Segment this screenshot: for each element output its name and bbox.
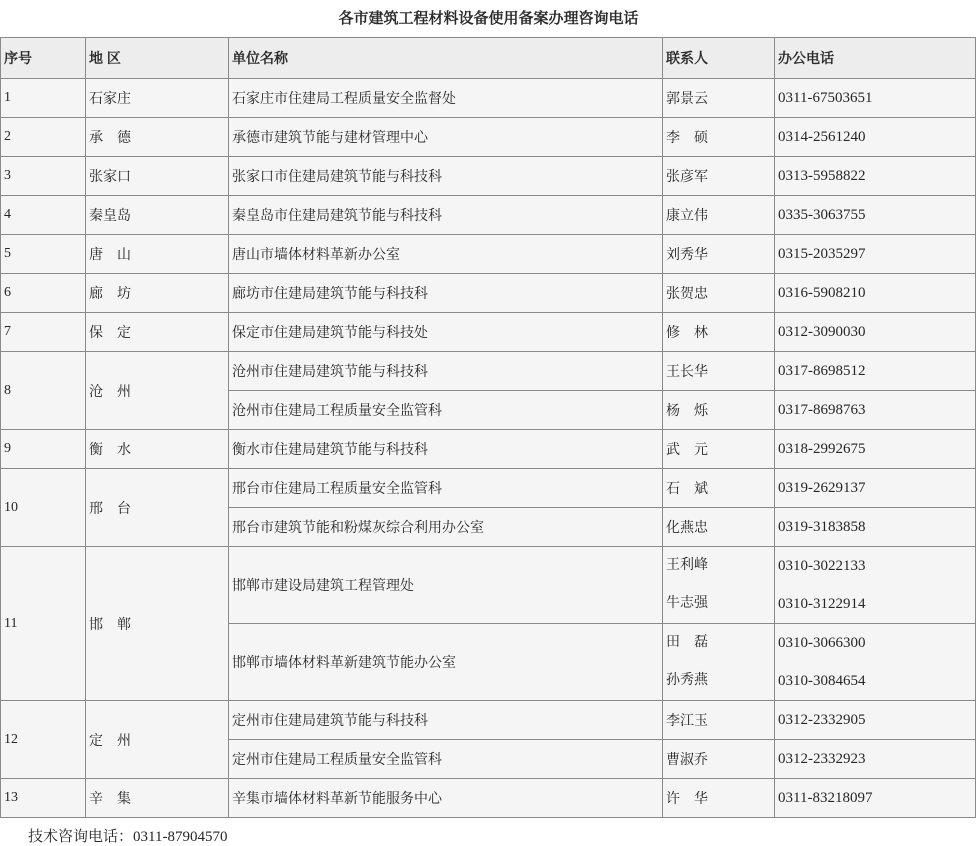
cell-region: 衡 水 bbox=[86, 430, 229, 469]
cell-contact: 化燕忠 bbox=[663, 508, 775, 547]
cell-contact: 王长华 bbox=[663, 352, 775, 391]
table-row bbox=[1, 469, 976, 508]
cell-phone: 0311-83218097 bbox=[775, 779, 976, 818]
cell-contact: 张贺忠 bbox=[663, 274, 775, 313]
table-row bbox=[1, 779, 976, 818]
cell-phone: 0335-3063755 bbox=[775, 196, 976, 235]
column-header-contact: 联系人 bbox=[663, 38, 775, 79]
cell-serial: 8 bbox=[1, 352, 86, 430]
cell-phone: 0312-2332923 bbox=[775, 740, 976, 779]
cell-unit: 张家口市住建局建筑节能与科技科 bbox=[229, 157, 663, 196]
cell-unit: 沧州市住建局工程质量安全监管科 bbox=[229, 391, 663, 430]
cell-region: 沧 州 bbox=[86, 352, 229, 430]
column-header-unit: 单位名称 bbox=[229, 38, 663, 79]
table-row bbox=[1, 547, 976, 624]
table-row bbox=[1, 352, 976, 391]
cell-serial: 3 bbox=[1, 157, 86, 196]
cell-region: 张家口 bbox=[86, 157, 229, 196]
phone-line: 0310-3066300 bbox=[778, 635, 866, 651]
cell-contact bbox=[663, 624, 775, 701]
header-row bbox=[1, 38, 976, 79]
cell-region: 石家庄 bbox=[86, 79, 229, 118]
table-row bbox=[1, 313, 976, 352]
cell-serial: 9 bbox=[1, 430, 86, 469]
table-row bbox=[1, 79, 976, 118]
cell-serial: 1 bbox=[1, 79, 86, 118]
cell-region: 定 州 bbox=[86, 701, 229, 779]
cell-region: 辛 集 bbox=[86, 779, 229, 818]
contacts-table bbox=[0, 37, 976, 818]
cell-serial: 6 bbox=[1, 274, 86, 313]
cell-region: 秦皇岛 bbox=[86, 196, 229, 235]
cell-region: 廊 坊 bbox=[86, 274, 229, 313]
cell-phone: 0317-8698763 bbox=[775, 391, 976, 430]
cell-unit: 邢台市建筑节能和粉煤灰综合利用办公室 bbox=[229, 508, 663, 547]
table-row bbox=[1, 274, 976, 313]
cell-contact: 康立伟 bbox=[663, 196, 775, 235]
cell-unit: 邯郸市墙体材料革新建筑节能办公室 bbox=[229, 624, 663, 701]
cell-contact: 曹淑乔 bbox=[663, 740, 775, 779]
contact-line: 王利峰 bbox=[666, 558, 708, 573]
cell-serial: 11 bbox=[1, 547, 86, 701]
cell-unit: 辛集市墙体材料革新节能服务中心 bbox=[229, 779, 663, 818]
cell-unit: 秦皇岛市住建局建筑节能与科技科 bbox=[229, 196, 663, 235]
cell-phone: 0312-2332905 bbox=[775, 701, 976, 740]
cell-unit: 廊坊市住建局建筑节能与科技科 bbox=[229, 274, 663, 313]
cell-serial: 10 bbox=[1, 469, 86, 547]
table-row bbox=[1, 118, 976, 157]
cell-contact: 许 华 bbox=[663, 779, 775, 818]
cell-serial: 7 bbox=[1, 313, 86, 352]
cell-unit: 唐山市墙体材料革新办公室 bbox=[229, 235, 663, 274]
cell-unit: 邢台市住建局工程质量安全监管科 bbox=[229, 469, 663, 508]
cell-serial: 2 bbox=[1, 118, 86, 157]
cell-phone: 0316-5908210 bbox=[775, 274, 976, 313]
cell-phone: 0311-67503651 bbox=[775, 79, 976, 118]
column-header-region: 地 区 bbox=[86, 38, 229, 79]
table-row bbox=[1, 430, 976, 469]
table-row bbox=[1, 235, 976, 274]
cell-region: 承 德 bbox=[86, 118, 229, 157]
column-header-serial: 序号 bbox=[1, 38, 86, 79]
cell-serial: 4 bbox=[1, 196, 86, 235]
cell-contact: 李江玉 bbox=[663, 701, 775, 740]
cell-region: 邯 郸 bbox=[86, 547, 229, 701]
cell-serial: 12 bbox=[1, 701, 86, 779]
cell-phone: 0318-2992675 bbox=[775, 430, 976, 469]
cell-unit: 沧州市住建局建筑节能与科技科 bbox=[229, 352, 663, 391]
phone-line: 0310-3084654 bbox=[778, 673, 866, 689]
cell-phone: 0319-3183858 bbox=[775, 508, 976, 547]
cell-contact: 郭景云 bbox=[663, 79, 775, 118]
cell-contact: 杨 烁 bbox=[663, 391, 775, 430]
cell-contact bbox=[663, 547, 775, 624]
cell-unit: 定州市住建局建筑节能与科技科 bbox=[229, 701, 663, 740]
table-row bbox=[1, 196, 976, 235]
cell-unit: 保定市住建局建筑节能与科技处 bbox=[229, 313, 663, 352]
cell-serial: 13 bbox=[1, 779, 86, 818]
cell-contact: 修 林 bbox=[663, 313, 775, 352]
cell-unit: 定州市住建局工程质量安全监管科 bbox=[229, 740, 663, 779]
cell-contact: 李 硕 bbox=[663, 118, 775, 157]
cell-unit: 承德市建筑节能与建材管理中心 bbox=[229, 118, 663, 157]
page-title: 各市建筑工程材料设备使用备案办理咨询电话 bbox=[338, 10, 639, 27]
cell-phone: 0312-3090030 bbox=[775, 313, 976, 352]
column-header-phone: 办公电话 bbox=[775, 38, 976, 79]
cell-unit: 衡水市住建局建筑节能与科技科 bbox=[229, 430, 663, 469]
cell-phone: 0313-5958822 bbox=[775, 157, 976, 196]
contact-line: 孙秀燕 bbox=[666, 673, 708, 688]
cell-contact: 武 元 bbox=[663, 430, 775, 469]
table-row bbox=[1, 157, 976, 196]
cell-serial: 5 bbox=[1, 235, 86, 274]
cell-phone: 0319-2629137 bbox=[775, 469, 976, 508]
cell-phone bbox=[775, 624, 976, 701]
tech-support-phone: 技术咨询电话：0311-87904570 bbox=[28, 829, 228, 845]
cell-phone: 0315-2035297 bbox=[775, 235, 976, 274]
cell-region: 邢 台 bbox=[86, 469, 229, 547]
contact-line: 牛志强 bbox=[666, 596, 708, 611]
table-row bbox=[1, 701, 976, 740]
cell-unit: 邯郸市建设局建筑工程管理处 bbox=[229, 547, 663, 624]
contact-line: 田 磊 bbox=[666, 635, 708, 650]
cell-contact: 石 斌 bbox=[663, 469, 775, 508]
cell-unit: 石家庄市住建局工程质量安全监督处 bbox=[229, 79, 663, 118]
cell-phone: 0317-8698512 bbox=[775, 352, 976, 391]
cell-contact: 刘秀华 bbox=[663, 235, 775, 274]
cell-contact: 张彦军 bbox=[663, 157, 775, 196]
cell-phone bbox=[775, 547, 976, 624]
phone-line: 0310-3022133 bbox=[778, 558, 866, 574]
phone-line: 0310-3122914 bbox=[778, 596, 866, 612]
cell-phone: 0314-2561240 bbox=[775, 118, 976, 157]
cell-region: 唐 山 bbox=[86, 235, 229, 274]
cell-region: 保 定 bbox=[86, 313, 229, 352]
